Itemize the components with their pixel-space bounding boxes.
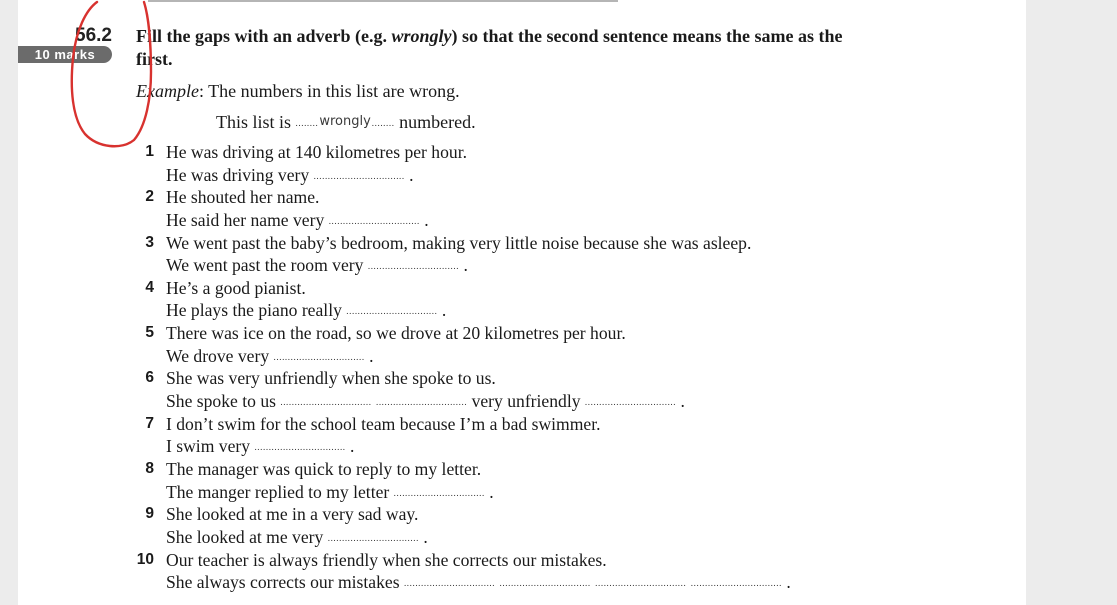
answer-gap[interactable]: ................................ <box>403 578 496 589</box>
exercise-number: 56.2 <box>75 25 112 46</box>
item-answer-line <box>166 164 791 188</box>
item-sentence: He shouted her name. <box>166 187 320 208</box>
item-number: 1 <box>145 143 154 160</box>
answer-gap[interactable]: ................................ <box>367 261 460 272</box>
answer-gap[interactable]: ................................ <box>584 397 677 408</box>
example-gap-left: ........ <box>295 118 319 128</box>
item-answer-text: I swim very <box>166 436 255 457</box>
answer-gap[interactable]: ................................ <box>346 306 438 317</box>
answer-gap[interactable]: ................................ <box>690 578 782 589</box>
item-answer-text: He plays the piano really <box>166 300 347 321</box>
answer-gap[interactable]: ................................ <box>327 532 419 543</box>
item-answer-middle: very unfriendly <box>467 391 585 412</box>
item-sentence: He’s a good pianist. <box>166 277 306 298</box>
item-sentence: I don’t swim for the school team because I’m a bad swimmer. <box>166 413 601 434</box>
answer-gap[interactable]: ................................ <box>254 442 346 453</box>
answer-gap[interactable]: ................................ <box>595 578 687 589</box>
item-answer-text: He said her name very <box>166 209 329 230</box>
item-answer-line <box>166 481 791 505</box>
item-answer-end: . <box>419 209 429 230</box>
item-answer-text: She looked at me very <box>166 526 328 547</box>
item-answer-text: We drove very <box>166 345 274 366</box>
item-answer-end: . <box>404 164 414 185</box>
item-answer-end: . <box>364 345 374 366</box>
item-number: 8 <box>145 460 154 478</box>
top-rule <box>148 0 618 2</box>
item-answer-line <box>166 390 791 414</box>
exercise-item <box>136 186 791 231</box>
instruction-example-word: wrongly <box>391 26 452 46</box>
item-sentence: We went past the baby’s bedroom, making very little noise because she was asleep. <box>166 232 752 253</box>
item-answer-line <box>166 571 791 595</box>
item-answer-end: . <box>437 300 447 321</box>
item-answer-line <box>166 526 791 550</box>
answer-gap[interactable]: ................................ <box>280 397 372 408</box>
item-number: 2 <box>145 188 154 206</box>
answer-gap[interactable]: ................................ <box>375 397 468 408</box>
example-gap-right: ........ <box>371 118 395 128</box>
item-answer-line <box>166 299 791 323</box>
item-answer-end: . <box>781 572 791 593</box>
item-sentence: Our teacher is always friendly when she corrects our mistakes. <box>166 549 607 570</box>
exercise-item <box>136 367 791 412</box>
item-sentence: He was driving at 140 kilometres per hour. <box>166 142 467 162</box>
item-answer-line <box>166 345 791 369</box>
item-answer-text: The manger replied to my letter <box>166 481 394 502</box>
item-number: 6 <box>145 369 154 387</box>
answer-gap[interactable]: ................................ <box>393 487 485 498</box>
marks-badge: 10 marks <box>18 46 112 63</box>
instruction-text-b: ) so that the second sentence means the same as the first. <box>136 26 843 69</box>
exercise-item <box>136 322 791 367</box>
item-answer-text: She always corrects our mistakes <box>166 572 404 593</box>
exercise-items <box>136 141 791 594</box>
example-answer-prefix: This list is <box>216 112 296 132</box>
exercise-item <box>136 458 791 503</box>
item-number: 10 <box>136 550 154 568</box>
item-answer-end: . <box>418 526 428 547</box>
item-number: 4 <box>145 278 154 296</box>
item-answer-end: . <box>459 255 468 276</box>
item-answer-line <box>166 254 791 278</box>
example-answer-suffix: numbered. <box>394 112 476 132</box>
item-number: 9 <box>145 505 154 523</box>
answer-gap[interactable]: ................................ <box>313 170 405 181</box>
answer-gap[interactable]: ................................ <box>499 578 591 589</box>
item-answer-line <box>166 209 791 233</box>
example-answer <box>216 111 476 136</box>
item-number: 5 <box>145 324 154 342</box>
item-answer-end: . <box>345 436 355 457</box>
item-sentence: There was ice on the road, so we drove at 20 kilometres per hour. <box>166 323 626 344</box>
example-label: Example <box>136 81 199 101</box>
example-handwritten-answer: wrongly <box>319 114 371 129</box>
answer-gap[interactable]: ................................ <box>328 215 420 226</box>
answer-gap[interactable]: ................................ <box>273 351 365 362</box>
exercise-item <box>136 232 791 277</box>
item-sentence: She looked at me in a very sad way. <box>166 504 419 525</box>
instruction <box>136 25 851 71</box>
exercise-item <box>136 277 791 322</box>
exercise-item <box>136 503 791 548</box>
item-number: 7 <box>145 414 154 432</box>
example-sentence <box>136 80 460 102</box>
exercise-item <box>136 413 791 458</box>
item-answer-text: She spoke to us <box>166 391 281 412</box>
item-number: 3 <box>145 233 154 251</box>
item-answer-line <box>166 435 791 459</box>
exercise-item <box>136 141 791 186</box>
item-sentence: She was very unfriendly when she spoke to us. <box>166 368 496 389</box>
item-answer-end: . <box>484 481 494 502</box>
instruction-text-a: Fill the gaps with an adverb (e.g. <box>136 26 392 46</box>
item-sentence: The manager was quick to reply to my letter. <box>166 459 482 480</box>
exercise-item <box>136 549 791 594</box>
item-answer-end: . <box>676 391 685 412</box>
item-answer-text: He was driving very <box>166 164 314 185</box>
item-answer-text: We went past the room very <box>166 255 368 276</box>
example-text: : The numbers in this list are wrong. <box>198 81 460 101</box>
